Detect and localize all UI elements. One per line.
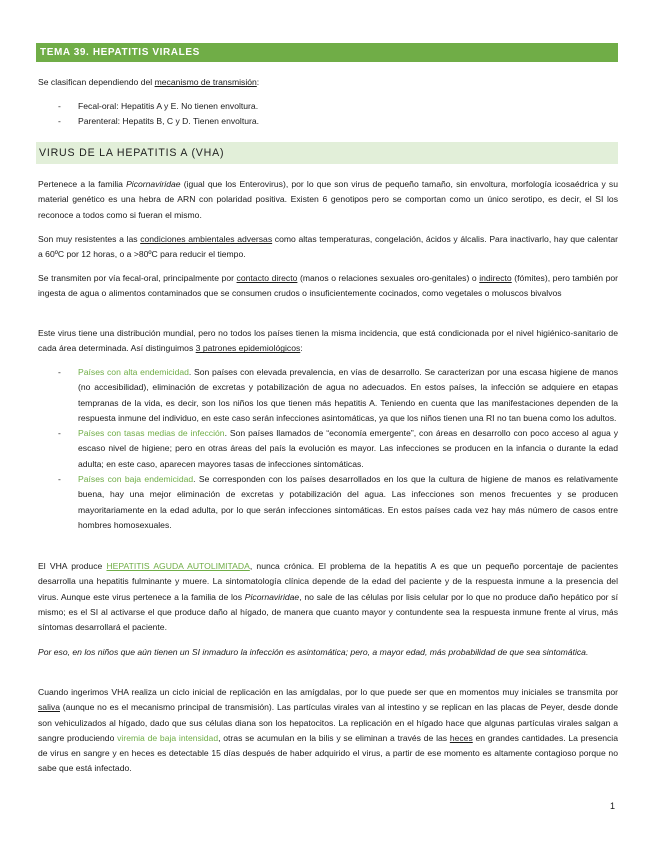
text: , nunca crónica. El problema de la hepatitis A es que un pequeño porcentaje de pacientes desarrolla una hepatitis fulminante y muere. La sintomatología clínica depende de la edad del paciente y de la respuesta inmune a la presencia del virus. Aunque este virus pertenece a la familia de los: [38, 561, 619, 602]
paragraph-resistance: [38, 232, 618, 263]
pattern-text: . Son países con elevada prevalencia, en vías de desarrollo. Se caracterizan por una escasa higiene de manos (no accesibilidad), eliminación de excretas y potabilización de agua no adecuados. En estos países, la infección se adquiere en etapas tempranas de la vida, es decir, son los niños los que tienen más hepatitis A. Teniendo en cuenta que las manifestaciones dependen de la respuesta inmune del individuo, en este caso serán infecciones asintomáticas, ya que los niños tienen una RI no tan buena como los adultos.: [78, 367, 618, 423]
text: Pertenece a la familia: [38, 179, 127, 189]
section-title: VIRUS DE LA HEPATITIS A (VHA): [36, 142, 618, 164]
text: , no sale de las células por lisis celular por lo que no produce daño hepático por sí mismo; es el SI al activarse el que produce daño al hígado, de manera que cuanto mayor y contundente sea la respuesta inmune frente al virus, más síntomas desarrollará el paciente.: [38, 591, 618, 633]
text: (igual que los Enterovirus), por lo que son virus de pequeño tamaño, sin envoltura, morfología icosaédrica y su material genético es una hebra de ARN con polaridad positiva. Existen 6 genotipos pero se comportan como un único serotipo, es decir, el SI los reconoce a todos como si fueran el mismo.: [38, 179, 618, 220]
text: , otras se acumulan en la bilis y se eliminan a través de las: [218, 732, 450, 743]
underlined-term: indirecto: [479, 273, 512, 283]
text: Este virus tiene una distribución mundial, pero no todos los países tienen la misma incidencia, que está condicionada por el nivel higiénico-sanitario de cada área determinada. Así distinguimos: [38, 328, 618, 354]
text: en grandes cantidades. La presencia de virus en sangre y en heces es detectable 15 días después de haber adquirido el virus, a partir de ese momento es altamente contagioso porque no sabe que está infectado.: [38, 732, 618, 774]
intro-paragraph: [38, 75, 618, 90]
pattern-text: . Son países llamados de “economía emergente”, con áreas en desarrollo con poco acceso al agua y escaso nivel de higiene; pero en otras áreas del país la evolución es mayor. Las infecciones se producen en la infancia o durante la edad adulta; en este caso, aparecen mayores tasas de infecciones sintomáticas.: [78, 428, 618, 469]
intro-text: Se clasifican dependiendo del: [38, 77, 155, 87]
text: (fómites), pero también por ingesta de agua o alimentos contaminados que se consumen crudos o insuficientemente cocinados, como vegetales o moluscos bivalvos: [38, 273, 618, 299]
text: Cuando ingerimos VHA realiza un ciclo inicial de replicación en las amígdalas, por lo que puede ser que en momentos muy iniciales se transmita por: [38, 687, 618, 697]
chapter-title: TEMA 39. HEPATITIS VIRALES: [36, 43, 618, 62]
underlined-term: 3 patrones epidemiológicos: [195, 343, 301, 354]
highlighted-term: viremia de baja intensidad: [117, 732, 219, 743]
paragraph-disease: [38, 559, 618, 635]
italic-term: Picornaviridae: [244, 591, 300, 602]
intro-colon: :: [256, 77, 260, 87]
pattern-heading: Países con tasas medias de infección: [78, 428, 225, 439]
list-item: - Fecal-oral: Hepatitis A y E. No tienen envoltura.: [38, 99, 618, 114]
paragraph-family: [38, 177, 618, 223]
underlined-term: contacto directo: [236, 273, 298, 283]
paragraph-italic-note: Por eso, en los niños que aún tienen un SI inmaduro la infección es asintomática; pero, a mayor edad, más probabilidad de que sea sintomática.: [38, 647, 589, 657]
paragraph-replication: [38, 685, 618, 777]
list-item: [38, 472, 618, 533]
text: Se transmiten por vía fecal-oral, principalmente por: [38, 273, 237, 283]
pattern-text: . Se corresponden con los países desarrollados en los que la cultura de higiene de manos es relativamente buena, hay una mejor eliminación de excretas y potabilización del agua. Las infecciones son menos frecuentes y se producen mayoritariamente en la edad adulta, por lo que serán infecciones sintomáticas. En estos países cada vez hay más número de casos entre hombres homosexuales.: [78, 474, 618, 530]
list-item: [38, 426, 618, 472]
text: como altas temperaturas, congelación, ácidos y álcalis. Para inactivarlo, hay que calentar a 60ºC por 12 horas, o a >80ºC para reducir el tiempo.: [38, 234, 618, 260]
highlighted-term: HEPATITIS AGUDA AUTOLIMITADA: [106, 561, 250, 571]
transmission-list: [38, 99, 618, 130]
paragraph-transmission: [38, 271, 618, 302]
pattern-heading: Países con alta endemicidad: [78, 367, 189, 377]
list-item: [38, 365, 618, 426]
paragraph-distribution: [38, 326, 618, 357]
page-number: 1: [609, 801, 615, 811]
underlined-term: condiciones ambientales adversas: [140, 234, 273, 244]
pattern-heading: Países con baja endemicidad: [78, 474, 194, 485]
underlined-term: heces: [449, 732, 473, 743]
patterns-list: [38, 365, 618, 533]
text: (aunque no es el mecanismo principal de transmisión). Las partículas virales van al intestino y se replican en las placas de Peyer, desde donde son vehiculizados al hígado, dado que sus células diana son los hepatocitos. La replicación en el hígado hace que algunas partículas virales salgan a sangre produciendo: [38, 702, 618, 743]
underlined-term: saliva: [38, 702, 60, 713]
italic-term: Picornaviridae: [126, 179, 181, 189]
text: (manos o relaciones sexuales oro-genitales) o: [297, 273, 480, 283]
text: El VHA produce: [38, 561, 107, 571]
text: :: [300, 343, 303, 354]
text: Son muy resistentes a las: [38, 234, 141, 244]
intro-underlined: mecanismo de transmisión: [154, 77, 257, 87]
list-item: - Parenteral: Hepatits B, C y D. Tienen envoltura.: [38, 114, 618, 129]
